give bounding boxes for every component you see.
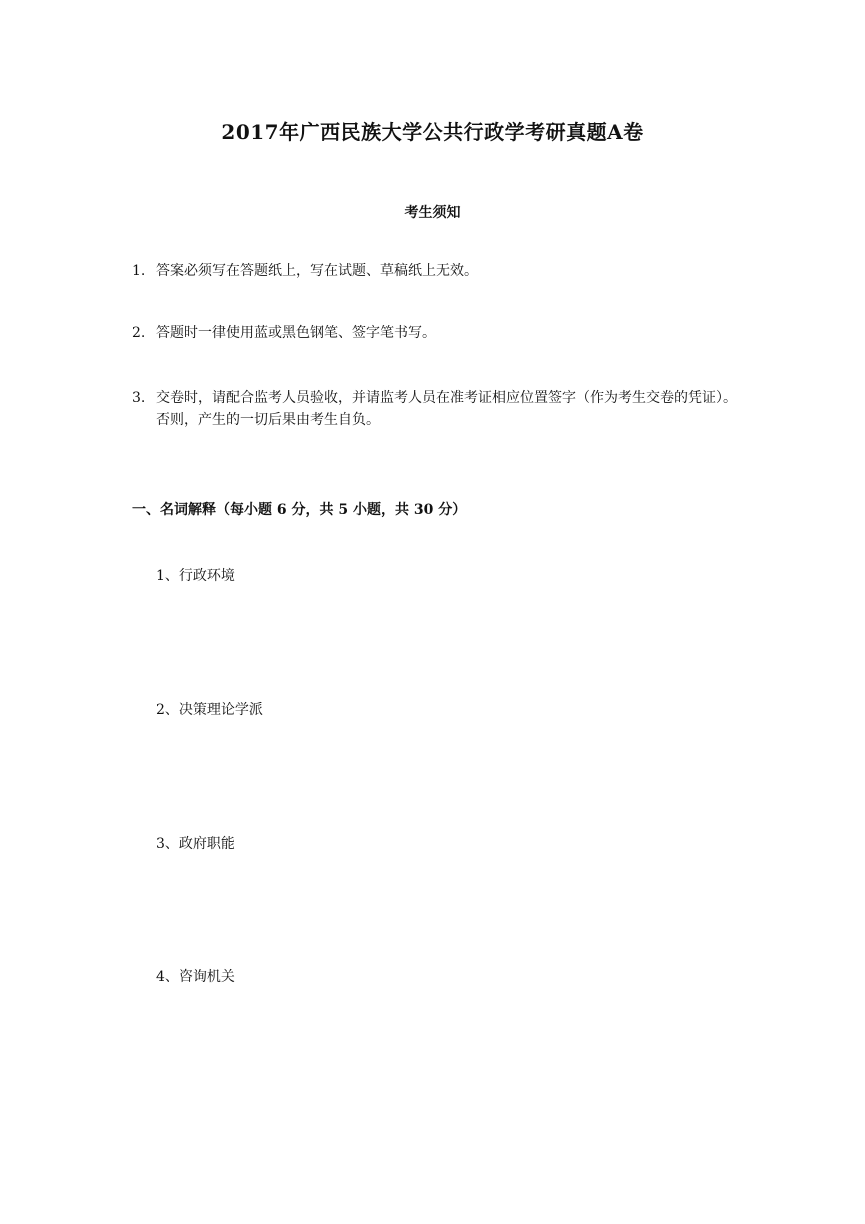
notice-rule [132,322,742,344]
rule-text: 答案必须写在答题纸上，写在试题、草稿纸上无效。 [156,263,478,279]
rule-number: 2. [132,325,146,341]
question-item: 4、咨询机关 [156,969,235,985]
question-item: 3、政府职能 [156,836,235,852]
question-item: 2、决策理论学派 [156,702,263,718]
notice-rule [132,260,742,282]
rule-text: 答题时一律使用蓝或黑色钢笔、签字笔书写。 [156,325,436,341]
question-item: 1、行政环境 [156,568,235,584]
page-title: 2017年广西民族大学公共行政学考研真题A卷 [221,120,644,144]
rule-number: 1. [132,263,146,279]
rule-number: 3. [132,390,146,406]
notice-heading: 考生须知 [404,205,461,221]
notice-rule [132,387,742,431]
section-heading: 一、名词解释（每小题 6 分，共 5 小题，共 30 分） [132,502,467,518]
rule-text: 交卷时，请配合监考人员验收，并请监考人员在准考证相应位置签字（作为考生交卷的凭证）。否则，产生的一切后果由考生自负。 [156,390,737,428]
